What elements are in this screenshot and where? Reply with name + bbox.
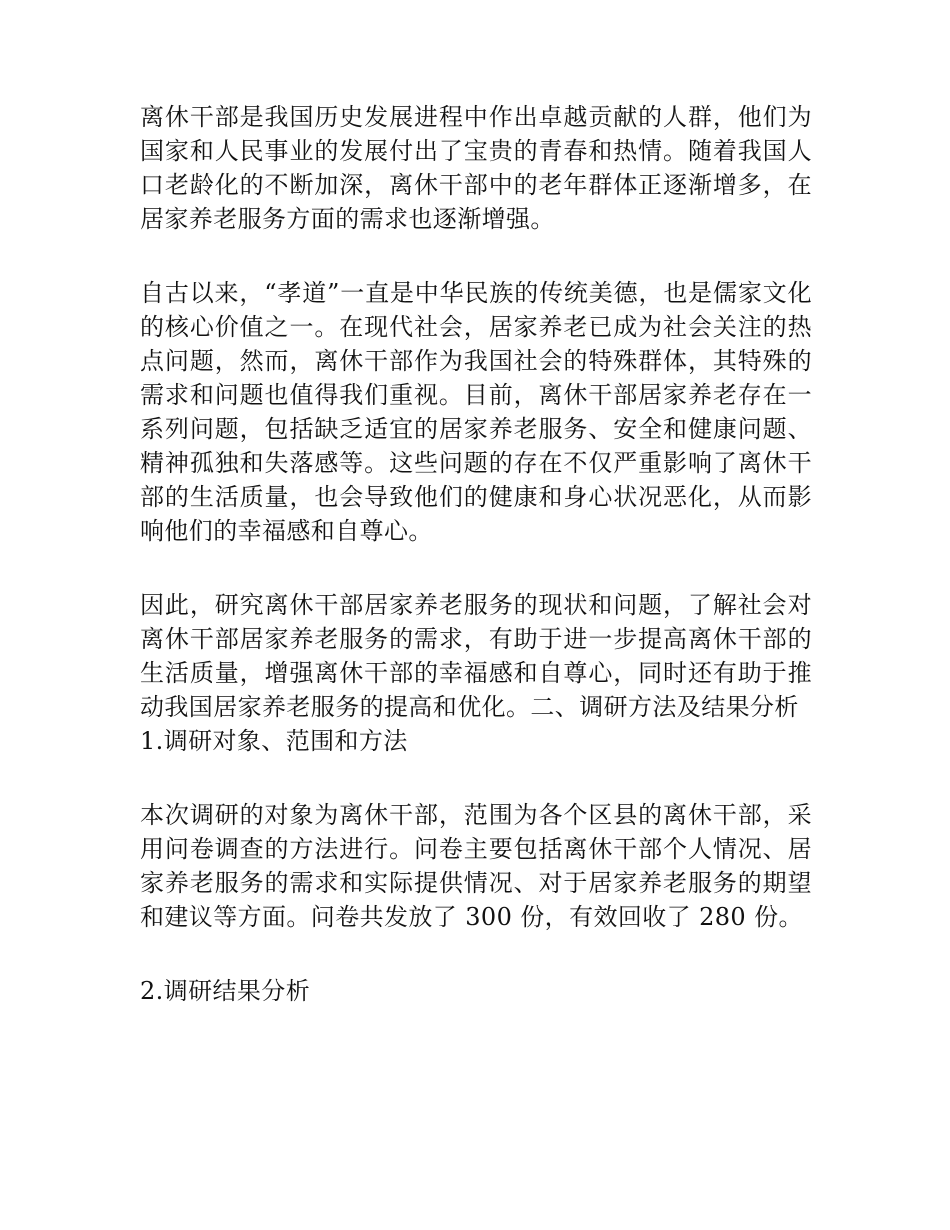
section-heading-results: 2.调研结果分析	[140, 977, 311, 1005]
document-body	[140, 100, 812, 1008]
section-heading-survey-method: 1.调研对象、范围和方法	[140, 727, 408, 755]
paragraph-significance: 因此，研究离休干部居家养老服务的现状和问题，了解社会对离休干部居家养老服务的需求，有助于进一步提高离休干部的生活质量，增强离休干部的幸福感和自尊心，同时还有助于推动我国居家养老服务的提高和优化。二、调研方法及结果分析	[140, 591, 812, 721]
paragraph-survey-method: 本次调研的对象为离休干部，范围为各个区县的离休干部，采用问卷调查的方法进行。问卷主要包括离休干部个人情况、居家养老服务的需求和实际提供情况、对于居家养老服务的期望和建议等方面。问卷共发放了 300 份，有效回收了 280 份。	[140, 801, 812, 931]
paragraph-background: 自古以来，“孝道”一直是中华民族的传统美德，也是儒家文化的核心价值之一。在现代社会，居家养老已成为社会关注的热点问题，然而，离休干部作为我国社会的特殊群体，其特殊的需求和问题也值得我们重视。目前，离休干部居家养老存在一系列问题，包括缺乏适宜的居家养老服务、安全和健康问题、精神孤独和失落感等。这些问题的存在不仅严重影响了离休干部的生活质量，也会导致他们的健康和身心状况恶化，从而影响他们的幸福感和自尊心。	[140, 279, 812, 545]
paragraph-intro: 离休干部是我国历史发展进程中作出卓越贡献的人群，他们为国家和人民事业的发展付出了宝贵的青春和热情。随着我国人口老龄化的不断加深，离休干部中的老年群体正逐渐增多，在居家养老服务方面的需求也逐渐增强。	[140, 103, 812, 233]
